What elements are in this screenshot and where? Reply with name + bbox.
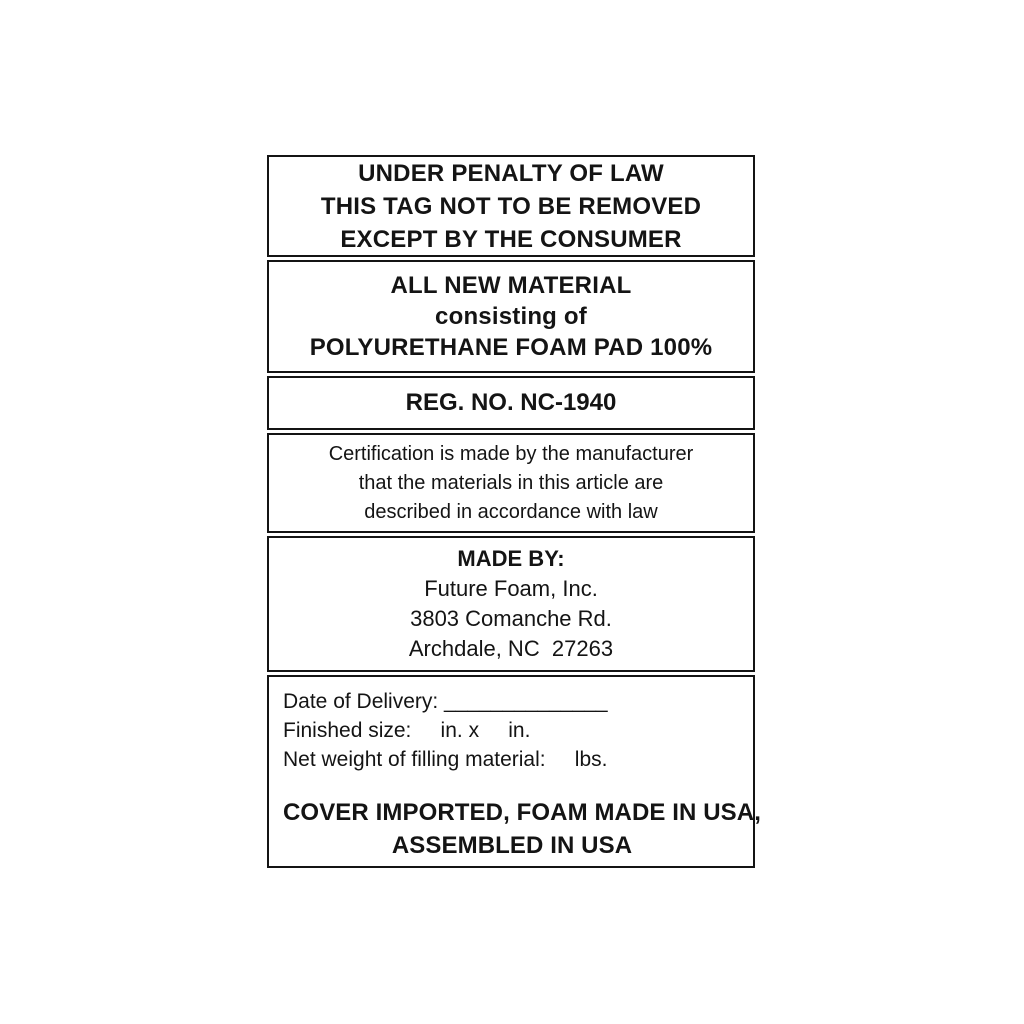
certification-line-3: described in accordance with law	[364, 500, 658, 523]
registration-number: REG. NO. NC-1940	[405, 389, 617, 416]
material-line-2: consisting of	[435, 303, 587, 330]
section-made-by	[267, 536, 755, 672]
manufacturer-city-state-zip: Archdale, NC 27263	[408, 636, 614, 661]
penalty-line-2: THIS TAG NOT TO BE REMOVED	[320, 192, 702, 220]
origin-line-1: COVER IMPORTED, FOAM MADE IN USA,	[283, 799, 761, 826]
penalty-line-1: UNDER PENALTY OF LAW	[358, 159, 664, 187]
manufacturer-name: Future Foam, Inc.	[424, 576, 598, 601]
section-penalty-notice	[267, 155, 755, 257]
origin-statement	[283, 796, 761, 862]
law-label	[267, 155, 761, 868]
material-line-1: ALL NEW MATERIAL	[390, 272, 632, 299]
finished-size-line: Finished size: in. x in.	[283, 719, 531, 742]
section-material-contents	[267, 260, 755, 373]
certification-line-1: Certification is made by the manufacturer	[328, 442, 694, 465]
penalty-line-3: EXCEPT BY THE CONSUMER	[340, 225, 682, 253]
net-weight-line: Net weight of filling material: lbs.	[283, 748, 608, 771]
section-certification	[267, 433, 755, 533]
origin-line-2: ASSEMBLED IN USA	[391, 832, 633, 859]
section-delivery-and-origin	[267, 675, 761, 868]
section-registration-number	[267, 376, 755, 430]
made-by-heading: MADE BY:	[457, 546, 565, 571]
material-line-3: POLYURETHANE FOAM PAD 100%	[309, 334, 713, 361]
date-of-delivery-line: Date of Delivery: ______________	[283, 690, 608, 713]
manufacturer-street: 3803 Comanche Rd.	[410, 606, 612, 631]
certification-line-2: that the materials in this article are	[358, 471, 664, 494]
